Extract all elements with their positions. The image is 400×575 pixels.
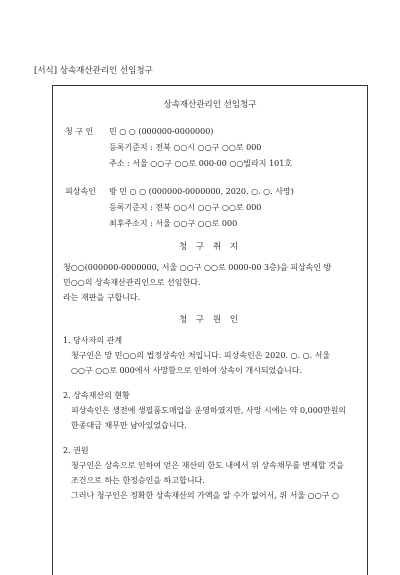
section-3-line-1: 청구인은 상속으로 인하여 얻은 재산의 한도 내에서 위 상속채무를 변제할 것을	[71, 461, 344, 470]
purpose-line-2: 민○○의 상속재산관리인으로 선임한다.	[63, 278, 201, 287]
section-1-line-1: 청구인은 망 민○○의 법정상속인 처입니다. 피상속인은 2020. ○. ○. 서울	[71, 351, 331, 360]
deceased-last-address: 최후주소지 : 서울 ○○구 ○○로 000	[109, 219, 238, 228]
section-3-title: 2. 권원	[63, 446, 89, 455]
purpose-heading: 청 구 취 지	[179, 242, 241, 252]
deceased-name: 방 민 ○ ○ (000000-0000000, 2020. ○. ○. 사망)	[109, 187, 294, 196]
section-1-title: 1. 당사자의 관계	[63, 336, 123, 345]
purpose-line-3: 라는 재판을 구합니다.	[63, 293, 141, 302]
claimant-name: 민 ○ ○ (000000-0000000)	[109, 127, 214, 136]
section-2-line-1: 피상속인은 생전에 생필품도매업을 운영하였지만, 사망 시에는 약 0,000만원의	[71, 406, 347, 415]
deceased-domicile: 등록기준지 : 전북 ○○시 ○○구 ○○로 000	[109, 203, 262, 212]
claimant-label: 청 구 인	[65, 127, 94, 136]
cause-heading: 청 구 원 인	[179, 315, 241, 325]
purpose-line-1: 청○○(000000-0000000, 서울 ○○구 ○○로 0000-00 3층)을 피상속인 방	[63, 263, 332, 272]
document-title: 상속재산관리인 선임청구	[163, 100, 257, 110]
deceased-label: 피상속인	[65, 187, 96, 196]
section-1-line-2: ○○구 ○○로 000에서 사망함으로 인하여 상속이 개시되었습니다.	[71, 366, 303, 375]
claimant-domicile: 등록기준지 : 전북 ○○시 ○○구 ○○로 000	[109, 143, 262, 152]
claimant-address: 주소 : 서울 ○○구 ○○로 000-00 ○○빌라지 101호	[109, 159, 293, 168]
document-frame	[52, 85, 368, 575]
section-2-line-2: 한종대금 채무만 남아있었습니다.	[71, 421, 187, 430]
section-3-line-3: 그러나 청구인은 정확한 상속재산의 가액을 알 수가 없어서, 위 서울 ○○구 ○	[71, 491, 339, 500]
section-3-line-2: 조건으로 하는 한정승인을 하고합니다.	[71, 476, 205, 485]
form-title: [서식] 상속재산관리인 선임청구	[34, 66, 153, 76]
section-2-title: 2. 상속재산의 현황	[63, 391, 130, 400]
